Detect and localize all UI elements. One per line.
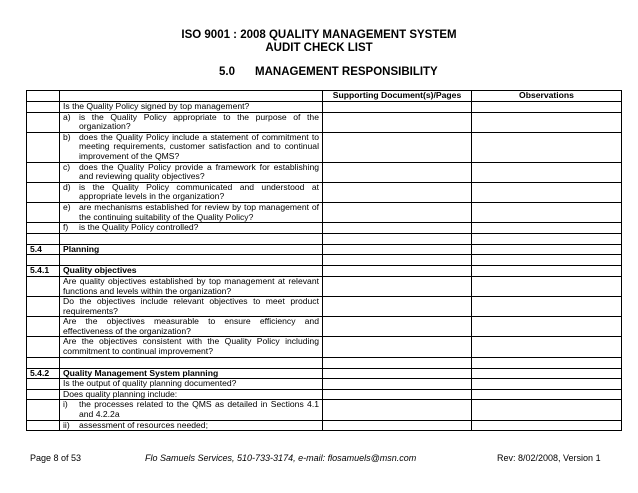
- supporting-documents-cell[interactable]: [323, 317, 472, 337]
- clause-number-cell: [27, 297, 60, 317]
- supporting-documents-cell[interactable]: [323, 255, 472, 266]
- question-cell: Does quality planning include:: [60, 389, 323, 400]
- supporting-documents-cell[interactable]: [323, 102, 472, 113]
- item-marker: d): [63, 181, 71, 192]
- question-cell: [60, 112, 323, 132]
- item-text: the processes related to the QMS as detailed in Sections 4.1 and 4.2.2a: [79, 399, 319, 420]
- observations-cell[interactable]: [472, 379, 622, 390]
- table-row: [27, 400, 622, 420]
- question-cell: [60, 223, 323, 234]
- clause-number-cell: 5.4.1: [27, 266, 60, 277]
- observations-cell[interactable]: [472, 112, 622, 132]
- question-cell: Are quality objectives established by top management at relevant functions and levels within the organization?: [60, 276, 323, 296]
- question-cell: [60, 420, 323, 431]
- clause-number-cell: [27, 255, 60, 266]
- table-row: [27, 112, 622, 132]
- supporting-documents-cell[interactable]: [323, 266, 472, 277]
- section-title: MANAGEMENT RESPONSIBILITY: [255, 66, 438, 78]
- clause-number-cell: [27, 317, 60, 337]
- observations-cell[interactable]: [472, 233, 622, 244]
- clause-number-cell: [27, 132, 60, 162]
- supporting-documents-cell[interactable]: [323, 297, 472, 317]
- observations-cell[interactable]: [472, 162, 622, 182]
- item-marker: b): [63, 131, 71, 142]
- item-marker: f): [63, 222, 69, 233]
- clause-number-cell: [27, 400, 60, 420]
- supporting-documents-cell[interactable]: [323, 112, 472, 132]
- clause-number-cell: [27, 337, 60, 357]
- header-cell-supporting-documents: Supporting Document(s)/Pages: [323, 91, 472, 102]
- observations-cell[interactable]: [472, 223, 622, 234]
- footer-contact: Flo Samuels Services, 510-733-3174, e-mail: flosamuels@msn.com: [145, 453, 417, 463]
- table-row: [27, 276, 622, 296]
- question-cell: [60, 202, 323, 222]
- clause-number-cell: [27, 357, 60, 368]
- table-row-heading: [27, 368, 622, 379]
- clause-number-cell: 5.4.2: [27, 368, 60, 379]
- clause-number-cell: [27, 233, 60, 244]
- clause-number-cell: [27, 389, 60, 400]
- question-cell: [60, 182, 323, 202]
- clause-number-cell: 5.4: [27, 244, 60, 255]
- clause-number-cell: [27, 276, 60, 296]
- observations-cell[interactable]: [472, 297, 622, 317]
- question-cell: [60, 162, 323, 182]
- header-cell-number: [27, 91, 60, 102]
- observations-cell[interactable]: [472, 202, 622, 222]
- header-cell-question: [60, 91, 323, 102]
- observations-cell[interactable]: [472, 244, 622, 255]
- supporting-documents-cell[interactable]: [323, 337, 472, 357]
- table-row-blank: [27, 233, 622, 244]
- table-row: [27, 132, 622, 162]
- table-row: [27, 337, 622, 357]
- item-text: is the Quality Policy appropriate to the purpose of the organization?: [79, 111, 319, 132]
- item-text: does the Quality Policy include a statement of commitment to meeting requirements, customer satisfaction and to continual improvement of the QMS?: [79, 131, 319, 161]
- observations-cell[interactable]: [472, 255, 622, 266]
- footer-revision: Rev: 8/02/2008, Version 1: [497, 453, 601, 463]
- question-cell: Is the output of quality planning documented?: [60, 379, 323, 390]
- clause-heading-cell: Quality Management System planning: [60, 368, 323, 379]
- supporting-documents-cell[interactable]: [323, 223, 472, 234]
- item-marker: ii): [63, 419, 70, 430]
- clause-number-cell: [27, 162, 60, 182]
- observations-cell[interactable]: [472, 317, 622, 337]
- supporting-documents-cell[interactable]: [323, 389, 472, 400]
- table-row: [27, 223, 622, 234]
- question-cell: Are the objectives consistent with the Quality Policy including commitment to continual improvement?: [60, 337, 323, 357]
- supporting-documents-cell[interactable]: [323, 182, 472, 202]
- table-row: [27, 162, 622, 182]
- item-marker: a): [63, 111, 71, 122]
- table-row: [27, 317, 622, 337]
- clause-number-cell: [27, 202, 60, 222]
- document-subtitle: AUDIT CHECK LIST: [265, 42, 373, 54]
- supporting-documents-cell[interactable]: [323, 368, 472, 379]
- table-row: [27, 182, 622, 202]
- table-row-blank: [27, 357, 622, 368]
- table-row: [27, 297, 622, 317]
- supporting-documents-cell[interactable]: [323, 357, 472, 368]
- supporting-documents-cell[interactable]: [323, 233, 472, 244]
- table-row: [27, 102, 622, 113]
- supporting-documents-cell[interactable]: [323, 162, 472, 182]
- question-cell: [60, 233, 323, 244]
- clause-heading-cell: Quality objectives: [60, 266, 323, 277]
- observations-cell[interactable]: [472, 276, 622, 296]
- item-text: is the Quality Policy communicated and understood at appropriate levels in the organization?: [79, 181, 319, 202]
- question-cell: [60, 357, 323, 368]
- observations-cell[interactable]: [472, 368, 622, 379]
- question-cell: [60, 255, 323, 266]
- table-row: [27, 389, 622, 400]
- observations-cell[interactable]: [472, 266, 622, 277]
- supporting-documents-cell[interactable]: [323, 400, 472, 420]
- footer-page-number: Page 8 of 53: [30, 453, 82, 463]
- item-marker: c): [63, 161, 71, 172]
- table-row: [27, 202, 622, 222]
- clause-number-cell: [27, 102, 60, 113]
- supporting-documents-cell[interactable]: [323, 276, 472, 296]
- item-marker: i): [63, 399, 68, 410]
- question-cell: [60, 400, 323, 420]
- item-text: assessment of resources needed;: [79, 419, 208, 430]
- supporting-documents-cell[interactable]: [323, 420, 472, 431]
- supporting-documents-cell[interactable]: [323, 202, 472, 222]
- observations-cell[interactable]: [472, 132, 622, 162]
- supporting-documents-cell[interactable]: [323, 132, 472, 162]
- table-row: [27, 420, 622, 431]
- observations-cell[interactable]: [472, 102, 622, 113]
- clause-number-cell: [27, 379, 60, 390]
- table-row-heading: [27, 266, 622, 277]
- clause-heading-cell: Planning: [60, 244, 323, 255]
- table-header-row: [27, 91, 622, 102]
- section-number: 5.0: [219, 66, 235, 78]
- header-cell-observations: Observations: [472, 91, 622, 102]
- clause-number-cell: [27, 182, 60, 202]
- observations-cell[interactable]: [472, 357, 622, 368]
- document-title: ISO 9001 : 2008 QUALITY MANAGEMENT SYSTEM: [181, 29, 457, 41]
- supporting-documents-cell[interactable]: [323, 244, 472, 255]
- item-text: are mechanisms established for review by top management of the continuing suitability of the Quality Policy?: [79, 201, 319, 222]
- item-text: is the Quality Policy controlled?: [79, 222, 199, 233]
- clause-number-cell: [27, 112, 60, 132]
- question-cell: Is the Quality Policy signed by top management?: [60, 102, 323, 113]
- table-row-blank: [27, 255, 622, 266]
- question-cell: Do the objectives include relevant objectives to meet product requirements?: [60, 297, 323, 317]
- clause-number-cell: [27, 420, 60, 431]
- question-cell: [60, 132, 323, 162]
- clause-number-cell: [27, 223, 60, 234]
- observations-cell[interactable]: [472, 400, 622, 420]
- table-row: [27, 379, 622, 390]
- question-cell: Are the objectives measurable to ensure efficiency and effectiveness of the organization?: [60, 317, 323, 337]
- supporting-documents-cell[interactable]: [323, 379, 472, 390]
- observations-cell[interactable]: [472, 182, 622, 202]
- item-marker: e): [63, 201, 71, 212]
- table-row-heading: [27, 244, 622, 255]
- observations-cell[interactable]: [472, 389, 622, 400]
- observations-cell[interactable]: [472, 337, 622, 357]
- audit-checklist-table: [26, 90, 622, 431]
- observations-cell[interactable]: [472, 420, 622, 431]
- item-text: does the Quality Policy provide a framework for establishing and reviewing quality objectives?: [79, 161, 319, 182]
